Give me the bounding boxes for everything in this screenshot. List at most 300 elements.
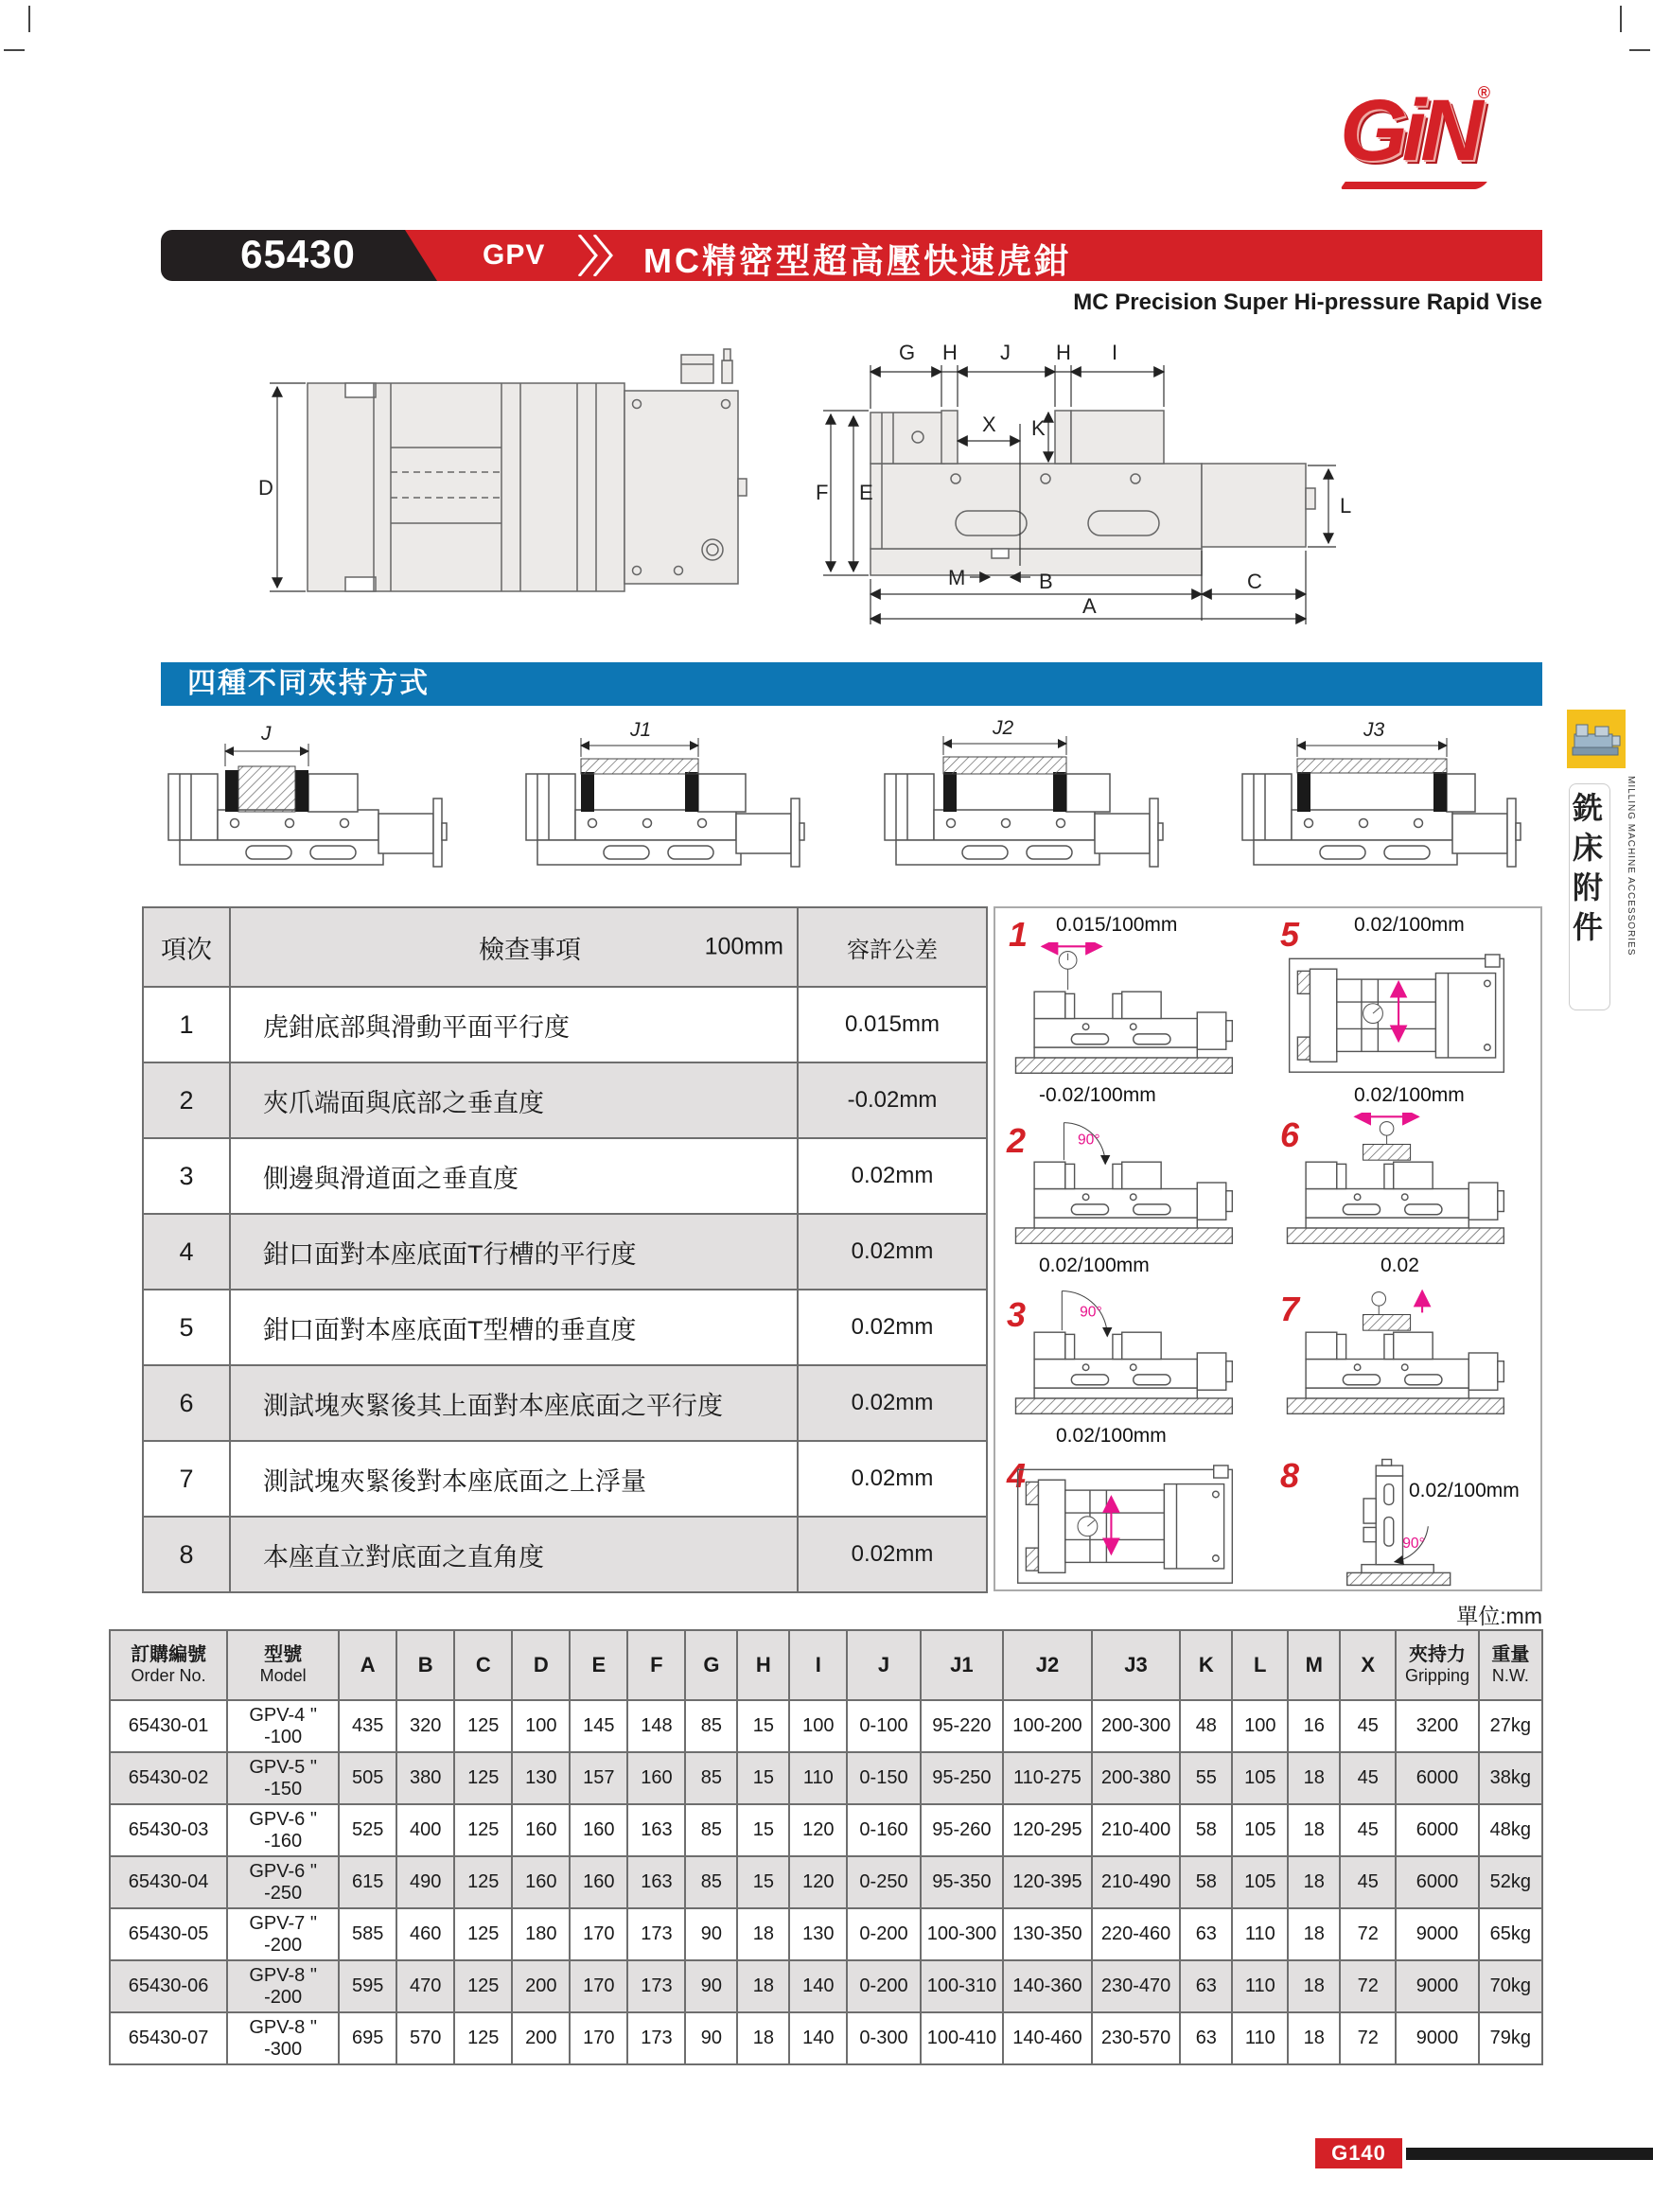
spec-cell: 6000 bbox=[1396, 1804, 1479, 1856]
inspection-cell-tolerance: 0.02mm bbox=[798, 1138, 987, 1214]
crop-mark bbox=[1629, 49, 1650, 51]
spec-cell: 85 bbox=[685, 1804, 737, 1856]
spec-cell: 63 bbox=[1180, 1960, 1232, 2012]
spec-cell: 9000 bbox=[1396, 1908, 1479, 1960]
spec-header-cell: G bbox=[685, 1630, 737, 1700]
inspection-diagram-3 bbox=[997, 1251, 1269, 1421]
diagram-number: 8 bbox=[1280, 1456, 1300, 1495]
spec-cell: 18 bbox=[737, 1908, 789, 1960]
spec-cell: 173 bbox=[627, 1908, 685, 1960]
spec-cell: 38kg bbox=[1479, 1752, 1542, 1804]
spec-cell: 435 bbox=[339, 1700, 396, 1752]
spec-cell: GPV-4 " -100 bbox=[227, 1700, 339, 1752]
item-number: 65430 bbox=[240, 232, 356, 276]
inspection-row bbox=[143, 1365, 987, 1441]
spec-cell: 230-470 bbox=[1092, 1960, 1181, 2012]
inspection-header-tolerance: 容許公差 bbox=[798, 907, 987, 987]
spec-cell: 105 bbox=[1232, 1752, 1288, 1804]
clamp-label: J2 bbox=[992, 717, 1013, 739]
spec-cell: 110-275 bbox=[1003, 1752, 1092, 1804]
spec-cell: 110 bbox=[1232, 1960, 1288, 2012]
spec-cell: 63 bbox=[1180, 2012, 1232, 2064]
spec-header-cell: M bbox=[1288, 1630, 1340, 1700]
dim-label-D: D bbox=[258, 476, 273, 500]
spec-cell: 100-200 bbox=[1003, 1700, 1092, 1752]
inspection-table bbox=[142, 906, 986, 1593]
spec-cell: 27kg bbox=[1479, 1700, 1542, 1752]
inspection-cell-no: 5 bbox=[143, 1290, 230, 1365]
inspection-cell-no: 6 bbox=[143, 1365, 230, 1441]
spec-cell: 130 bbox=[789, 1908, 847, 1960]
registered-mark: ® bbox=[1477, 83, 1490, 102]
spec-cell: 160 bbox=[512, 1804, 570, 1856]
spec-cell: 65430-06 bbox=[110, 1960, 227, 2012]
spec-cell: 160 bbox=[570, 1856, 627, 1908]
diagram-number: 2 bbox=[1007, 1121, 1027, 1160]
spec-cell: GPV-5 " -150 bbox=[227, 1752, 339, 1804]
spec-cell: 170 bbox=[570, 2012, 627, 2064]
dim-label-E: E bbox=[859, 481, 873, 504]
dim-label-B: B bbox=[1039, 570, 1053, 593]
angle-label: 90° bbox=[1080, 1304, 1102, 1321]
spec-cell: 45 bbox=[1340, 1804, 1396, 1856]
spec-cell: 72 bbox=[1340, 1960, 1396, 2012]
category-tab-label-en: MILLING MACHINE ACCESSORIES bbox=[1626, 776, 1636, 957]
series-code: GPV bbox=[483, 239, 546, 271]
spec-header-zh: 型號 bbox=[264, 1644, 303, 1666]
product-title-zh: MC精密型超高壓快速虎鉗 bbox=[643, 241, 1071, 280]
title-banner bbox=[161, 230, 1542, 281]
spec-cell: 95-250 bbox=[921, 1752, 1004, 1804]
spec-cell: 145 bbox=[570, 1700, 627, 1752]
dim-label-G: G bbox=[899, 341, 916, 364]
inspection-cell-tolerance: 0.02mm bbox=[798, 1517, 987, 1592]
spec-cell: 18 bbox=[1288, 2012, 1340, 2064]
inspection-row bbox=[143, 987, 987, 1062]
spec-cell: 173 bbox=[627, 2012, 685, 2064]
spec-cell: 90 bbox=[685, 1960, 737, 2012]
spec-header-en: N.W. bbox=[1491, 1666, 1529, 1686]
spec-cell: 6000 bbox=[1396, 1856, 1479, 1908]
spec-cell: 120-395 bbox=[1003, 1856, 1092, 1908]
spec-cell: 200 bbox=[512, 1960, 570, 2012]
dim-label-A: A bbox=[1082, 594, 1097, 618]
diagram-number: 7 bbox=[1280, 1290, 1300, 1328]
inspection-diagram-8 bbox=[1269, 1421, 1540, 1591]
spec-cell: 125 bbox=[454, 1960, 512, 2012]
crop-mark bbox=[1620, 6, 1622, 32]
inspection-cell-item: 夾爪端面與底部之垂直度 bbox=[230, 1062, 798, 1138]
inspection-cell-item: 鉗口面對本座底面T行槽的平行度 bbox=[230, 1214, 798, 1290]
spec-cell: 100 bbox=[512, 1700, 570, 1752]
spec-header-cell bbox=[227, 1630, 339, 1700]
inspection-diagram-6 bbox=[1269, 1080, 1540, 1251]
spec-cell: 18 bbox=[737, 2012, 789, 2064]
spec-header-cell: J1 bbox=[921, 1630, 1004, 1700]
clamp-diagram-J1 bbox=[509, 717, 835, 892]
diagram-value: -0.02/100mm bbox=[1039, 1084, 1156, 1106]
spec-cell: 90 bbox=[685, 1908, 737, 1960]
spec-cell: 85 bbox=[685, 1700, 737, 1752]
diagram-number: 5 bbox=[1280, 915, 1300, 954]
spec-cell: 65430-02 bbox=[110, 1752, 227, 1804]
spec-cell: 125 bbox=[454, 1752, 512, 1804]
diagram-number: 1 bbox=[1009, 915, 1029, 954]
spec-cell: 110 bbox=[1232, 2012, 1288, 2064]
spec-cell: 180 bbox=[512, 1908, 570, 1960]
spec-cell: 0-250 bbox=[847, 1856, 920, 1908]
spec-cell: 0-200 bbox=[847, 1908, 920, 1960]
spec-cell: 110 bbox=[789, 1752, 847, 1804]
spec-cell: 130-350 bbox=[1003, 1908, 1092, 1960]
chevron-icon bbox=[575, 235, 617, 276]
inspection-cell-item: 本座直立對底面之直角度 bbox=[230, 1517, 798, 1592]
diagram-value: 0.02/100mm bbox=[1409, 1480, 1520, 1501]
dim-label-L: L bbox=[1340, 494, 1352, 518]
spec-cell: 100 bbox=[1232, 1700, 1288, 1752]
page-footer-bar bbox=[1406, 2148, 1653, 2160]
clamp-diagram-J bbox=[151, 717, 478, 892]
spec-cell: 65430-07 bbox=[110, 2012, 227, 2064]
spec-cell: 460 bbox=[396, 1908, 454, 1960]
product-subtitle-en: MC Precision Super Hi-pressure Rapid Vise bbox=[1073, 290, 1542, 315]
inspection-cell-tolerance: 0.02mm bbox=[798, 1214, 987, 1290]
spec-cell: 125 bbox=[454, 1700, 512, 1752]
spec-cell: 85 bbox=[685, 1856, 737, 1908]
spec-cell: 120-295 bbox=[1003, 1804, 1092, 1856]
spec-row bbox=[110, 1856, 1542, 1908]
spec-cell: 490 bbox=[396, 1856, 454, 1908]
inspection-cell-no: 4 bbox=[143, 1214, 230, 1290]
spec-row bbox=[110, 1908, 1542, 1960]
spec-row bbox=[110, 2012, 1542, 2064]
spec-cell: 95-350 bbox=[921, 1856, 1004, 1908]
dim-label-F: F bbox=[816, 481, 829, 504]
spec-cell: 585 bbox=[339, 1908, 396, 1960]
spec-cell: 95-220 bbox=[921, 1700, 1004, 1752]
spec-cell: 125 bbox=[454, 2012, 512, 2064]
inspection-diagrams-panel bbox=[994, 906, 1542, 1591]
spec-cell: 160 bbox=[627, 1752, 685, 1804]
spec-cell: 18 bbox=[1288, 1908, 1340, 1960]
spec-header-cell: K bbox=[1180, 1630, 1232, 1700]
spec-cell: 100 bbox=[789, 1700, 847, 1752]
spec-cell: 65430-01 bbox=[110, 1700, 227, 1752]
spec-header-cell: J bbox=[847, 1630, 920, 1700]
spec-cell: 200-380 bbox=[1092, 1752, 1181, 1804]
inspection-diagram-5 bbox=[1269, 910, 1540, 1080]
spec-cell: 105 bbox=[1232, 1856, 1288, 1908]
spec-cell: 140 bbox=[789, 1960, 847, 2012]
spec-cell: 9000 bbox=[1396, 1960, 1479, 2012]
spec-header-cell: E bbox=[570, 1630, 627, 1700]
spec-cell: 48 bbox=[1180, 1700, 1232, 1752]
spec-header-cell bbox=[1479, 1630, 1542, 1700]
spec-header-en: Order No. bbox=[131, 1666, 206, 1686]
spec-cell: GPV-8 " -200 bbox=[227, 1960, 339, 2012]
inspection-header-item-label: 檢查事項 bbox=[479, 935, 581, 964]
top-view-drawing bbox=[251, 343, 790, 632]
clamp-diagram-J2 bbox=[868, 717, 1194, 892]
clamp-label: J3 bbox=[1363, 719, 1385, 741]
spec-cell: 90 bbox=[685, 2012, 737, 2064]
spec-cell: 52kg bbox=[1479, 1856, 1542, 1908]
inspection-row bbox=[143, 1062, 987, 1138]
diagram-value: 0.02/100mm bbox=[1354, 1084, 1465, 1106]
spec-cell: 505 bbox=[339, 1752, 396, 1804]
section-banner-title: 四種不同夾持方式 bbox=[187, 668, 430, 699]
diagram-number: 4 bbox=[1007, 1456, 1027, 1495]
spec-cell: 220-460 bbox=[1092, 1908, 1181, 1960]
spec-cell: 65430-05 bbox=[110, 1908, 227, 1960]
spec-cell: 18 bbox=[1288, 1960, 1340, 2012]
inspection-diagram-1 bbox=[997, 910, 1269, 1080]
spec-cell: 525 bbox=[339, 1804, 396, 1856]
inspection-cell-tolerance: 0.015mm bbox=[798, 987, 987, 1062]
diagram-value: 0.02/100mm bbox=[1039, 1255, 1150, 1276]
dim-label-J: J bbox=[1000, 341, 1011, 364]
spec-header-cell: H bbox=[737, 1630, 789, 1700]
spec-cell: 695 bbox=[339, 2012, 396, 2064]
spec-header-en: Gripping bbox=[1404, 1666, 1469, 1686]
inspection-header-range: 100mm bbox=[704, 933, 783, 960]
inspection-cell-tolerance: 0.02mm bbox=[798, 1365, 987, 1441]
spec-cell: 130 bbox=[512, 1752, 570, 1804]
spec-header-cell: J2 bbox=[1003, 1630, 1092, 1700]
inspection-cell-item: 測試塊夾緊後對本座底面之上浮量 bbox=[230, 1441, 798, 1517]
spec-cell: 9000 bbox=[1396, 2012, 1479, 2064]
spec-cell: 79kg bbox=[1479, 2012, 1542, 2064]
inspection-cell-no: 3 bbox=[143, 1138, 230, 1214]
spec-cell: 200 bbox=[512, 2012, 570, 2064]
spec-cell: 200-300 bbox=[1092, 1700, 1181, 1752]
spec-header-cell: L bbox=[1232, 1630, 1288, 1700]
diagram-value: 0.02/100mm bbox=[1354, 914, 1465, 936]
spec-header-cell: J3 bbox=[1092, 1630, 1181, 1700]
diagram-number: 3 bbox=[1007, 1295, 1027, 1334]
spec-cell: 100-410 bbox=[921, 2012, 1004, 2064]
diagram-number: 6 bbox=[1280, 1115, 1300, 1154]
spec-cell: 6000 bbox=[1396, 1752, 1479, 1804]
spec-row bbox=[110, 1752, 1542, 1804]
dim-label-X: X bbox=[982, 413, 996, 436]
clamping-variants bbox=[151, 717, 1552, 902]
inspection-cell-no: 7 bbox=[143, 1441, 230, 1517]
inspection-row bbox=[143, 1441, 987, 1517]
diagram-value: 0.02/100mm bbox=[1056, 1425, 1167, 1447]
spec-cell: 160 bbox=[570, 1804, 627, 1856]
spec-cell: 570 bbox=[396, 2012, 454, 2064]
spec-header-cell: X bbox=[1340, 1630, 1396, 1700]
category-tab-label-zh: 銑床附件 bbox=[1569, 783, 1610, 1010]
dim-label-H: H bbox=[1056, 341, 1071, 364]
spec-cell: 230-570 bbox=[1092, 2012, 1181, 2064]
inspection-row bbox=[143, 1214, 987, 1290]
spec-header-cell: F bbox=[627, 1630, 685, 1700]
spec-header-zh: 重量 bbox=[1491, 1644, 1530, 1666]
dim-label-K: K bbox=[1031, 416, 1046, 440]
spec-cell: 100-310 bbox=[921, 1960, 1004, 2012]
spec-cell: 0-100 bbox=[847, 1700, 920, 1752]
spec-cell: 63 bbox=[1180, 1908, 1232, 1960]
dim-label-C: C bbox=[1247, 570, 1262, 593]
spec-cell: 615 bbox=[339, 1856, 396, 1908]
spec-cell: GPV-8 " -300 bbox=[227, 2012, 339, 2064]
spec-cell: 58 bbox=[1180, 1804, 1232, 1856]
spec-header-zh: 夾持力 bbox=[1408, 1644, 1466, 1666]
spec-header-cell: D bbox=[512, 1630, 570, 1700]
category-tab-icon bbox=[1567, 710, 1626, 768]
spec-cell: 55 bbox=[1180, 1752, 1232, 1804]
inspection-cell-item: 虎鉗底部與滑動平面平行度 bbox=[230, 987, 798, 1062]
logo-swoosh bbox=[1340, 182, 1487, 189]
spec-cell: GPV-6 " -250 bbox=[227, 1856, 339, 1908]
spec-cell: 157 bbox=[570, 1752, 627, 1804]
spec-cell: 18 bbox=[1288, 1804, 1340, 1856]
spec-cell: 125 bbox=[454, 1804, 512, 1856]
inspection-cell-tolerance: 0.02mm bbox=[798, 1290, 987, 1365]
spec-cell: 18 bbox=[1288, 1856, 1340, 1908]
page-number-badge: G140 bbox=[1315, 2138, 1402, 2168]
unit-note: 單位:mm bbox=[1456, 1604, 1542, 1628]
spec-header-cell bbox=[1396, 1630, 1479, 1700]
spec-cell: 400 bbox=[396, 1804, 454, 1856]
inspection-cell-no: 8 bbox=[143, 1517, 230, 1592]
spec-cell: 72 bbox=[1340, 2012, 1396, 2064]
clamp-label: J bbox=[261, 723, 272, 745]
spec-cell: 58 bbox=[1180, 1856, 1232, 1908]
spec-cell: 0-300 bbox=[847, 2012, 920, 2064]
spec-cell: 3200 bbox=[1396, 1700, 1479, 1752]
clamp-label: J1 bbox=[630, 719, 652, 741]
spec-cell: 140 bbox=[789, 2012, 847, 2064]
spec-cell: 65kg bbox=[1479, 1908, 1542, 1960]
spec-cell: 170 bbox=[570, 1960, 627, 2012]
inspection-diagram-2 bbox=[997, 1080, 1269, 1251]
inspection-row bbox=[143, 1517, 987, 1592]
spec-cell: 120 bbox=[789, 1804, 847, 1856]
spec-cell: 0-150 bbox=[847, 1752, 920, 1804]
spec-cell: 95-260 bbox=[921, 1804, 1004, 1856]
diagram-value: 0.015/100mm bbox=[1056, 914, 1178, 936]
spec-cell: 163 bbox=[627, 1856, 685, 1908]
spec-header-cell: I bbox=[789, 1630, 847, 1700]
spec-cell: 45 bbox=[1340, 1856, 1396, 1908]
inspection-row bbox=[143, 1290, 987, 1365]
spec-cell: 0-200 bbox=[847, 1960, 920, 2012]
inspection-diagram-7 bbox=[1269, 1251, 1540, 1421]
spec-cell: 210-400 bbox=[1092, 1804, 1181, 1856]
inspection-diagram-4 bbox=[997, 1421, 1269, 1591]
spec-cell: 160 bbox=[512, 1856, 570, 1908]
dim-label-I: I bbox=[1112, 341, 1118, 364]
spec-cell: 15 bbox=[737, 1804, 789, 1856]
spec-cell: 125 bbox=[454, 1908, 512, 1960]
spec-row bbox=[110, 1960, 1542, 2012]
spec-cell: 16 bbox=[1288, 1700, 1340, 1752]
spec-cell: 140-360 bbox=[1003, 1960, 1092, 2012]
spec-cell: 48kg bbox=[1479, 1804, 1542, 1856]
spec-header-cell: A bbox=[339, 1630, 396, 1700]
spec-cell: GPV-6 " -160 bbox=[227, 1804, 339, 1856]
spec-cell: 70kg bbox=[1479, 1960, 1542, 2012]
crop-mark bbox=[28, 6, 30, 32]
inspection-header-no: 項次 bbox=[143, 907, 230, 987]
section-banner bbox=[161, 662, 1542, 706]
inspection-header-item bbox=[230, 907, 798, 987]
spec-cell: 148 bbox=[627, 1700, 685, 1752]
spec-cell: 85 bbox=[685, 1752, 737, 1804]
spec-header-cell bbox=[110, 1630, 227, 1700]
spec-cell: 470 bbox=[396, 1960, 454, 2012]
spec-cell: 125 bbox=[454, 1856, 512, 1908]
spec-cell: 163 bbox=[627, 1804, 685, 1856]
spec-cell: 18 bbox=[1288, 1752, 1340, 1804]
angle-label: 90° bbox=[1402, 1536, 1425, 1553]
angle-label: 90° bbox=[1078, 1132, 1100, 1149]
crop-mark bbox=[4, 49, 25, 51]
spec-cell: 65430-04 bbox=[110, 1856, 227, 1908]
inspection-cell-no: 1 bbox=[143, 987, 230, 1062]
spec-cell: 105 bbox=[1232, 1804, 1288, 1856]
inspection-cell-tolerance: 0.02mm bbox=[798, 1441, 987, 1517]
brand-logo-text: GiN bbox=[1340, 82, 1478, 179]
dim-label-H: H bbox=[942, 341, 958, 364]
spec-cell: 173 bbox=[627, 1960, 685, 2012]
spec-cell: GPV-7 " -200 bbox=[227, 1908, 339, 1960]
inspection-cell-no: 2 bbox=[143, 1062, 230, 1138]
inspection-cell-item: 側邊與滑道面之垂直度 bbox=[230, 1138, 798, 1214]
diagram-value: 0.02 bbox=[1380, 1255, 1419, 1276]
clamp-diagram-J3 bbox=[1225, 717, 1552, 892]
spec-row bbox=[110, 1804, 1542, 1856]
spec-cell: 595 bbox=[339, 1960, 396, 2012]
inspection-cell-item: 鉗口面對本座底面T型槽的垂直度 bbox=[230, 1290, 798, 1365]
spec-table bbox=[109, 1629, 1543, 2065]
spec-header-cell: B bbox=[396, 1630, 454, 1700]
spec-header-cell: C bbox=[454, 1630, 512, 1700]
spec-header-zh: 訂購編號 bbox=[131, 1644, 207, 1666]
dim-label-M: M bbox=[948, 566, 966, 589]
spec-cell: 140-460 bbox=[1003, 2012, 1092, 2064]
side-view-drawing bbox=[814, 329, 1381, 651]
spec-cell: 65430-03 bbox=[110, 1804, 227, 1856]
spec-header-en: Model bbox=[259, 1666, 307, 1686]
spec-cell: 170 bbox=[570, 1908, 627, 1960]
spec-cell: 380 bbox=[396, 1752, 454, 1804]
spec-cell: 18 bbox=[737, 1960, 789, 2012]
brand-logo bbox=[1263, 83, 1490, 197]
spec-cell: 120 bbox=[789, 1856, 847, 1908]
spec-cell: 210-490 bbox=[1092, 1856, 1181, 1908]
technical-drawings bbox=[161, 329, 1542, 658]
spec-cell: 110 bbox=[1232, 1908, 1288, 1960]
inspection-row bbox=[143, 1138, 987, 1214]
spec-cell: 45 bbox=[1340, 1752, 1396, 1804]
spec-row bbox=[110, 1700, 1542, 1752]
spec-cell: 100-300 bbox=[921, 1908, 1004, 1960]
spec-cell: 45 bbox=[1340, 1700, 1396, 1752]
spec-cell: 15 bbox=[737, 1856, 789, 1908]
spec-cell: 15 bbox=[737, 1700, 789, 1752]
spec-cell: 320 bbox=[396, 1700, 454, 1752]
inspection-cell-item: 測試塊夾緊後其上面對本座底面之平行度 bbox=[230, 1365, 798, 1441]
spec-cell: 15 bbox=[737, 1752, 789, 1804]
spec-cell: 72 bbox=[1340, 1908, 1396, 1960]
category-side-tab bbox=[1561, 710, 1651, 1031]
spec-cell: 0-160 bbox=[847, 1804, 920, 1856]
inspection-cell-tolerance: -0.02mm bbox=[798, 1062, 987, 1138]
